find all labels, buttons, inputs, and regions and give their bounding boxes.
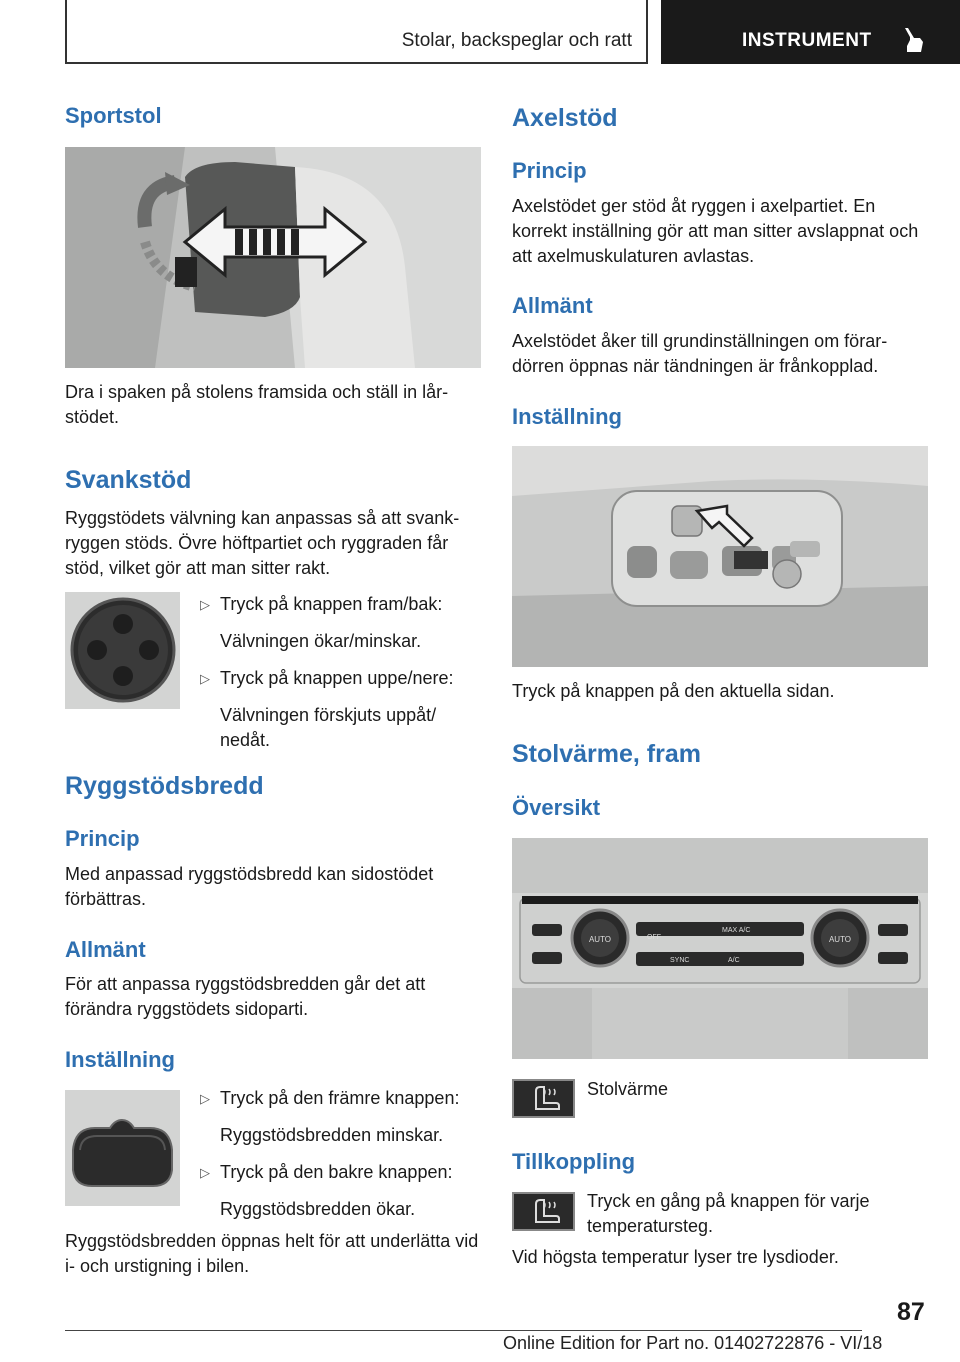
seat-heating-icon (512, 1079, 575, 1118)
triangle-bullet-icon: ▷ (200, 597, 210, 612)
section-tab-instrument[interactable] (661, 0, 960, 64)
text-allmant: Axelstödet åker till grundinställningen om förar-dörren öppnas när tändningen är frånkopplad. (512, 331, 888, 376)
heading-stolvarme: Stolvärme, fram (512, 740, 701, 768)
footer-divider (65, 1330, 862, 1331)
heading-installning: Inställning (512, 404, 622, 429)
heading-allmant: Allmänt (512, 293, 593, 318)
header-breadcrumb-box (65, 0, 648, 64)
ac-label: A/C (728, 957, 740, 964)
caption-sportstol: Dra i spaken på stolens framsida och ställ in lår-stödet. (65, 382, 449, 427)
heading-installning: Inställning (65, 1047, 175, 1072)
page-number: 87 (897, 1298, 925, 1326)
heading-princip: Princip (512, 158, 587, 183)
heading-tillkoppling: Tillkoppling (512, 1149, 636, 1174)
list-item: ▷ Tryck på den främre knappen: Ryggstödsbredden minskar. (200, 1088, 460, 1145)
list-item: ▷ Tryck på knappen uppe/nere: Välvningen förskjuts uppåt/ nedåt. (200, 668, 454, 750)
seat-heating-icon (512, 1192, 575, 1231)
text-tillkoppling: Tryck en gång på knappen för varje temperatursteg. (587, 1191, 870, 1236)
text-bredd-footer: Ryggstödsbredden öppnas helt för att underlätta vid i- och urstigning i bilen. (65, 1231, 479, 1276)
text-tillkoppling-note: Vid högsta temperatur lyser tre lysdioder. (512, 1247, 839, 1267)
list-item: ▷ Tryck på den bakre knappen: Ryggstödsbredden ökar. (200, 1162, 453, 1219)
triangle-bullet-icon: ▷ (200, 1165, 210, 1180)
breadcrumb: Stolar, backspeglar och ratt (401, 30, 632, 51)
heading-axelstod: Axelstöd (512, 104, 618, 132)
label-stolvarme: Stolvärme (587, 1079, 669, 1099)
list-svankstod (200, 592, 481, 765)
text-princip: Axelstödet ger stöd åt ryggen i axelpartiet. En korrekt inställning gör att man sitter avslappnat och att axelmuskulaturen avlastas. (512, 196, 919, 266)
caption-installning: Tryck på knappen på den aktuella sidan. (512, 681, 835, 701)
footer-edition: Online Edition for Part no. 01402722876 - VI/18 (503, 1333, 883, 1353)
heading-sportstol: Sportstol (65, 103, 162, 128)
pointing-hand-icon (901, 26, 925, 54)
figure-sport-seat-lever (65, 147, 481, 368)
sync-label: SYNC (670, 957, 690, 964)
heading-princip: Princip (65, 826, 140, 851)
figure-width-button (65, 1090, 180, 1206)
list-item: ▷ Tryck på knappen fram/bak: Välvningen ökar/minskar. (200, 594, 443, 651)
figure-climate-panel (512, 838, 928, 1059)
auto-label-left: AUTO (588, 935, 612, 944)
section-tab-label: INSTRUMENT (742, 30, 872, 51)
triangle-bullet-icon: ▷ (200, 1091, 210, 1106)
figure-shoulder-support-switch (512, 446, 928, 667)
list-installning (200, 1086, 481, 1234)
heading-svankstod: Svankstöd (65, 466, 192, 494)
heading-ryggstodsbredd: Ryggstödsbredd (65, 772, 264, 800)
heading-oversikt: Översikt (512, 795, 601, 820)
text-princip: Med anpassad ryggstödsbredd kan sidostödet förbättras. (65, 864, 434, 909)
triangle-bullet-icon: ▷ (200, 671, 210, 686)
figure-lumbar-button (65, 592, 180, 709)
off-label: OFF (647, 934, 661, 941)
auto-label-right: AUTO (828, 935, 852, 944)
max-ac-label: MAX A/C (722, 927, 751, 934)
text-svankstod: Ryggstödets välvning kan anpassas så att svank-ryggen stöds. Övre höftpartiet och ryggraden får stöd, vilket gör att man sitter rakt. (65, 508, 460, 578)
text-allmant: För att anpassa ryggstödsbredden går det att förändra ryggstödets sidoparti. (65, 974, 426, 1019)
heading-allmant: Allmänt (65, 937, 146, 962)
